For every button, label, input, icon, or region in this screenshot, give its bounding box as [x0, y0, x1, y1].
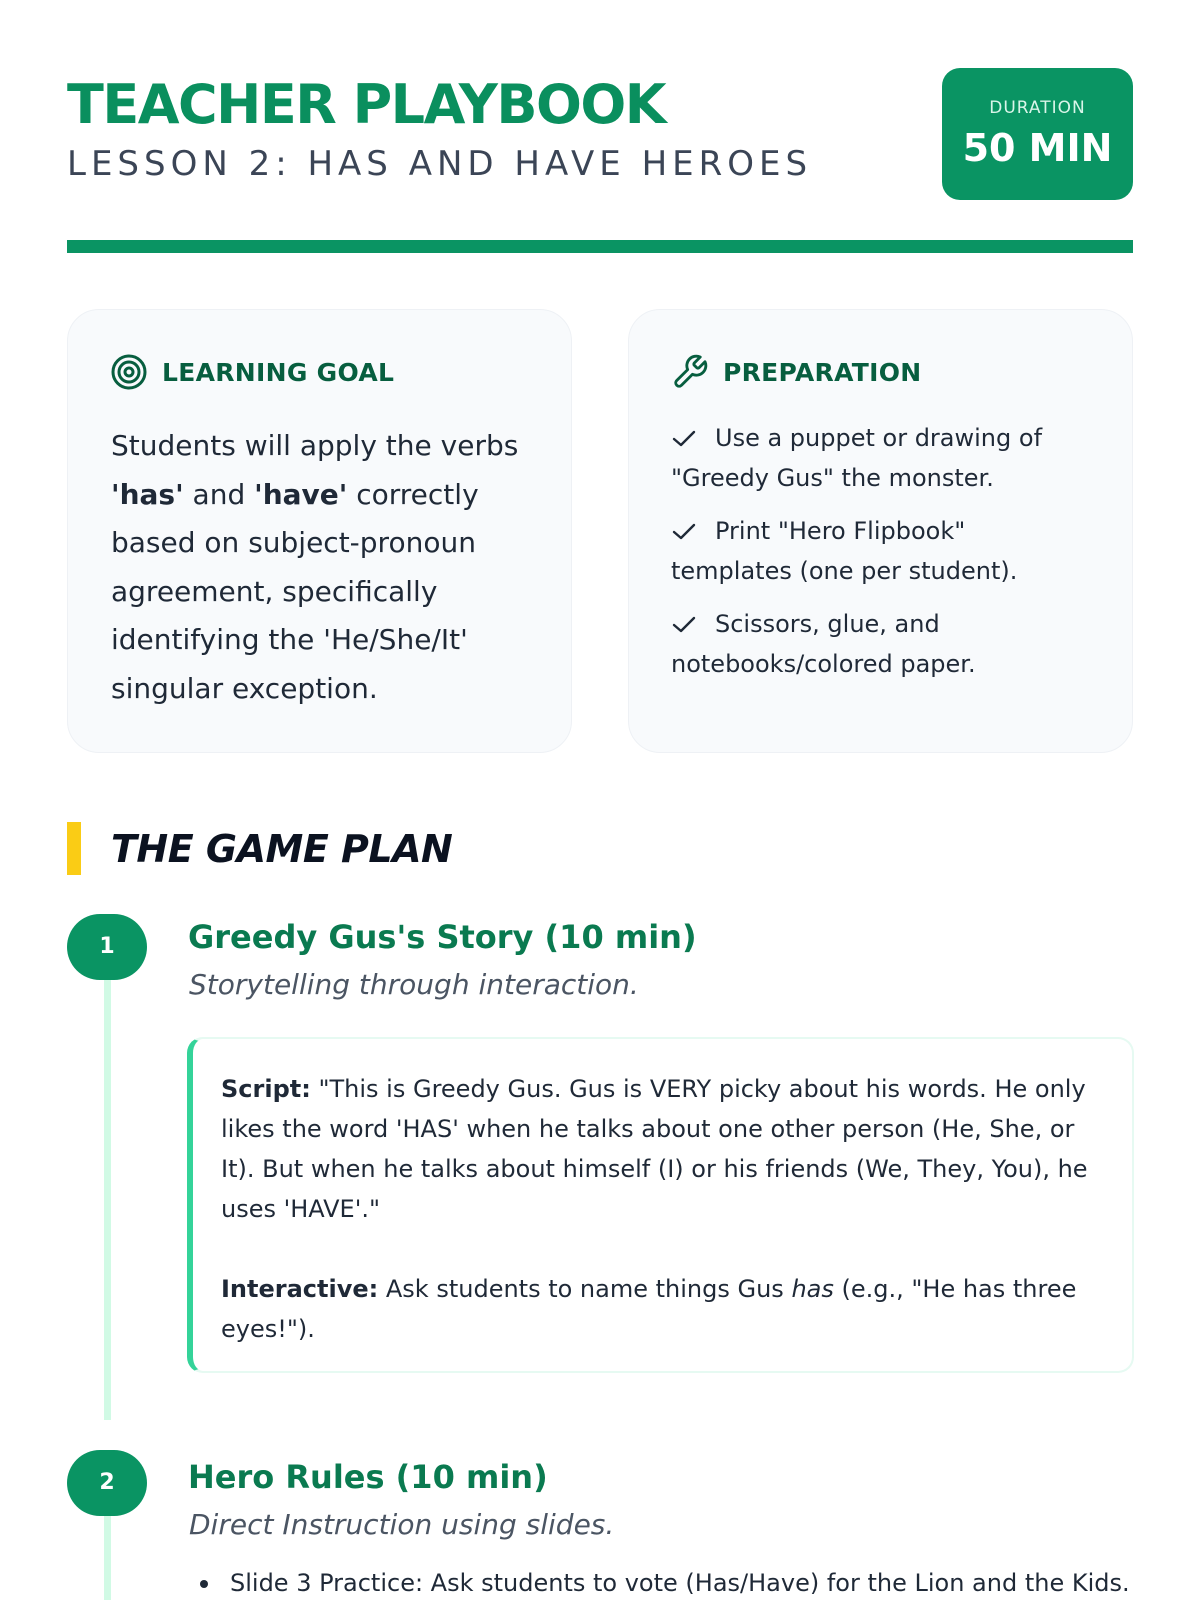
script-paragraph: Script: "This is Greedy Gus. Gus is VERY picky about his words. He only likes the word 'HAS' when he talks about one other person (He, She, or It). But when he talks about himself (I) or his friends (We, They, You), he uses 'HAVE'."	[221, 1075, 1088, 1223]
duration-label: DURATION	[989, 98, 1086, 118]
step-number-badge: 1	[67, 914, 147, 980]
list-item	[200, 1563, 1140, 1600]
learning-goal-text: Students will apply the verbs 'has' and 'have' correctly based on subject-pronoun agreement, specifically identifying the 'He/She/It' singular exception.	[111, 429, 519, 705]
wrench-icon	[671, 353, 709, 391]
header-divider	[67, 240, 1133, 253]
target-icon	[110, 353, 148, 391]
bullet-icon	[200, 1580, 208, 1588]
lesson-subtitle: LESSON 2: HAS AND HAVE HEROES	[67, 144, 813, 184]
list-item-text: Print "Hero Flipbook" templates (one per student).	[671, 517, 1018, 585]
check-icon	[671, 615, 715, 635]
section-title: THE GAME PLAN	[111, 827, 453, 871]
preparation-title: PREPARATION	[723, 357, 922, 387]
section-accent-bar	[67, 822, 81, 875]
list-item	[671, 511, 1091, 591]
step-title: Greedy Gus's Story (10 min)	[188, 918, 697, 956]
step-title: Hero Rules (10 min)	[188, 1458, 548, 1496]
list-item-text: Use a puppet or drawing of "Greedy Gus" the monster.	[671, 424, 1043, 492]
learning-goal-title: LEARNING GOAL	[162, 357, 395, 387]
preparation-header	[671, 353, 922, 391]
list-item	[671, 604, 1091, 684]
page-header	[67, 68, 1133, 200]
list-item-text: Scissors, glue, and notebooks/colored paper.	[671, 610, 976, 678]
step-subtitle: Storytelling through interaction.	[189, 968, 639, 1001]
step-bullet-list	[200, 1563, 1140, 1600]
learning-goal-card	[67, 309, 572, 753]
step-subtitle: Direct Instruction using slides.	[189, 1508, 615, 1541]
learning-goal-header	[110, 353, 394, 391]
step-number-badge: 2	[67, 1450, 147, 1516]
interactive-paragraph: Interactive: Ask students to name things Gus has (e.g., "He has three eyes!").	[221, 1275, 1077, 1343]
duration-value: 50 MIN	[962, 126, 1113, 170]
check-icon	[671, 522, 715, 542]
check-icon	[671, 429, 715, 449]
page-title: TEACHER PLAYBOOK	[67, 73, 666, 136]
list-item	[671, 418, 1091, 498]
list-item-text: Slide 3 Practice: Ask students to vote (Has/Have) for the Lion and the Kids.	[230, 1569, 1130, 1597]
timeline-line	[104, 960, 111, 1420]
preparation-list	[671, 418, 1091, 697]
preparation-card	[628, 309, 1133, 753]
script-callout	[187, 1037, 1134, 1373]
duration-badge	[942, 68, 1133, 200]
